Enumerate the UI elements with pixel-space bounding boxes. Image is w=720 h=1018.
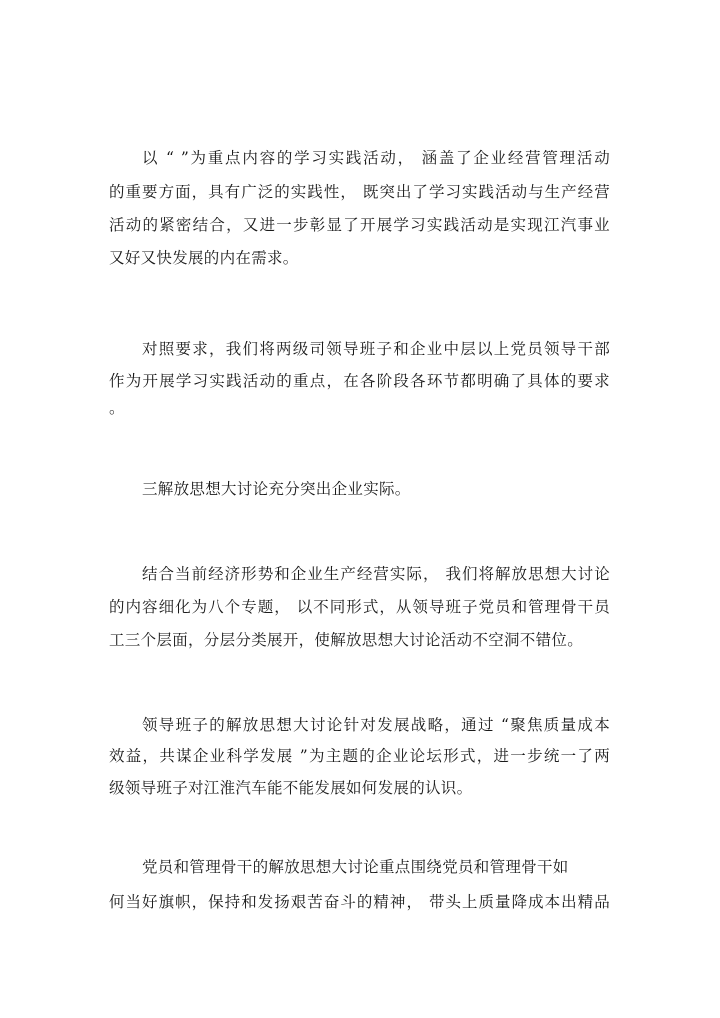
text-line: 作为开展学习实践活动的重点，在各阶段各环节都明确了具体的要求 — [109, 372, 610, 390]
text-line: 党员和管理骨干的解放思想大讨论重点围绕党员和管理骨干如 — [142, 858, 569, 876]
section-heading: 三解放思想大讨论充分突出企业实际。 — [142, 480, 411, 498]
text-line: 结合当前经济形势和企业生产经营实际， 我们将解放思想大讨论 — [142, 565, 610, 583]
text-line: 对照要求，我们将两级司领导班子和企业中层以上党员领导干部 — [142, 340, 610, 358]
text-line: 又好又快发展的内在需求。 — [109, 249, 299, 267]
text-line: 的重要方面，具有广泛的实践性， 既突出了学习实践活动与生产经营 — [109, 183, 610, 201]
text-line: 的内容细化为八个专题， 以不同形式，从领导班子党员和管理骨干员 — [109, 598, 610, 616]
text-line: 领导班子的解放思想大讨论针对发展战略，通过 “聚焦质量成本 — [142, 716, 610, 734]
text-line: 工三个层面，分层分类展开，使解放思想大讨论活动不空洞不错位。 — [109, 631, 584, 649]
text-line: 活动的紧密结合，又进一步彰显了开展学习实践活动是实现江汽事业 — [109, 216, 610, 234]
text-line: 何当好旗帜，保持和发扬艰苦奋斗的精神， 带头上质量降成本出精品 — [109, 893, 610, 911]
text-line: 。 — [109, 399, 125, 417]
text-line: 效益，共谋企业科学发展 ”为主题的企业论坛形式，进一步统一了两 — [109, 747, 610, 765]
text-line: 以 “ ”为重点内容的学习实践活动， 涵盖了企业经营管理活动 — [142, 149, 610, 167]
text-line: 级领导班子对江淮汽车能不能发展如何发展的认识。 — [109, 779, 473, 797]
